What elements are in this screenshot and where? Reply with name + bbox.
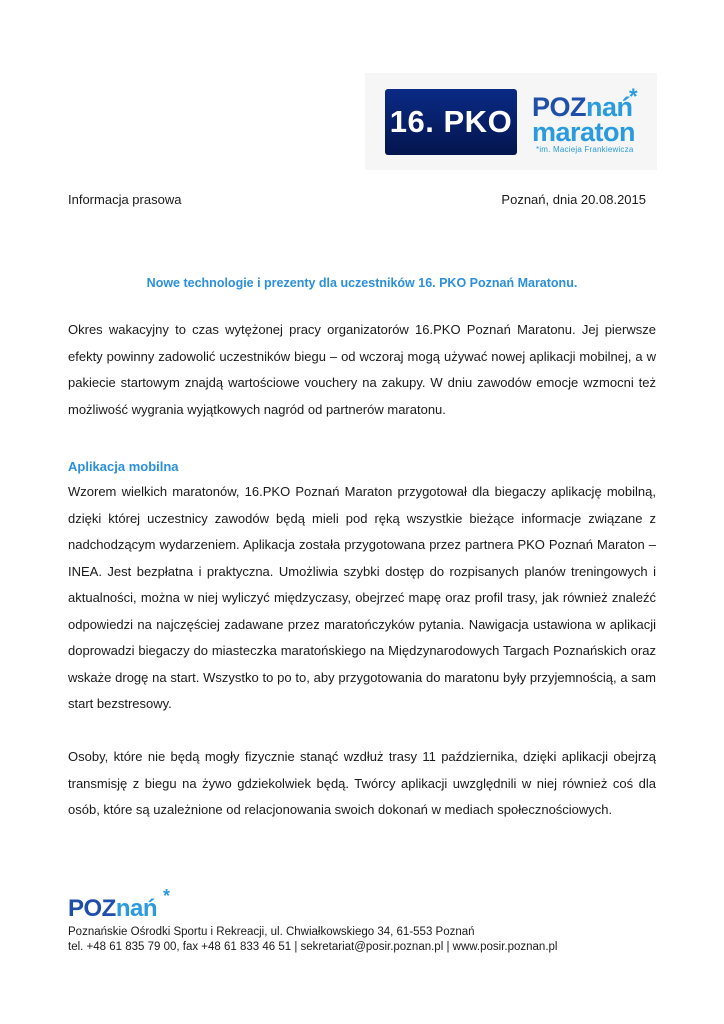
footer-logo: POZnań <box>68 895 158 922</box>
paragraph-intro: Okres wakacyjny to czas wytężonej pracy organizatorów 16.PKO Poznań Maratonu. Jej pierwsze efekty powinny zadowolić uczestników biegu – od wczoraj mogą używać nowej aplikacji mobilnej, a w pakiecie startowym znajdą wartościowe vouchery na zakupy. W dniu zawodów emocje wzmocni też możliwość wygrania wyjątkowych nagród od partnerów maratonu. <box>68 322 656 417</box>
footer-address: Poznańskie Ośrodki Sportu i Rekreacji, ul. Chwiałkowskiego 34, 61-553 Poznań <box>68 926 475 938</box>
section-heading: Aplikacja mobilna <box>68 459 179 474</box>
maraton-logo-word: maraton <box>532 117 636 147</box>
paragraph-app: Wzorem wielkich maratonów, 16.PKO Poznań Maraton przygotował dla biegaczy aplikację mobilną, dzięki której uczestnicy zawodów będą mieli pod ręką wszystkie bieżące informacje związane z nadchodzącym wydarzeniem. Aplikacja została przygotowana przez partnera PKO Poznań Maraton – INEA. Jest bezpłatna i praktyczna. Umożliwia szybki dostęp do rozpisanych planów treningowych i aktualności, można w niej wyliczyć międzyczasy, obejrzeć mapę oraz profil trasy, jak również znaleźć odpowiedzi na najczęściej zadawane przez maratończyków pytania. Nawigacja ustawiona w aplikacji doprowadzi biegaczy do miasteczka maratońskiego na Międzynarodowych Targach Poznańskich oraz wskaże drogę na start. Wszystko to po to, aby przygotowania do maratonu były przyjemnością, a sam start bezstresowy. <box>68 484 656 711</box>
logo-subtitle: *im. Macieja Frankiewicza <box>536 145 634 154</box>
paragraph-stream: Osoby, które nie będą mogły fizycznie stanąć wzdłuż trasy 11 października, dzięki aplikacji obejrzą transmisję z biegu na żywo gdziekolwiek będą. Twórcy aplikacji uwzględnili w niej również coś dla osób, które są uzależnione od relacjonowania swoich dokonań w mediach społecznościowych. <box>68 749 656 817</box>
poznan-logo-word: POZnań <box>532 92 633 122</box>
footer-star-icon: * <box>163 886 171 906</box>
footer-contact: tel. +48 61 835 79 00, fax +48 61 833 46 51 | sekretariat@posir.poznan.pl | www.posir.poznan.pl <box>68 941 558 953</box>
place-date: Poznań, dnia 20.08.2015 <box>501 192 646 207</box>
press-release-label: Informacja prasowa <box>68 192 182 207</box>
star-icon: * <box>629 84 638 109</box>
pko-logo-block <box>385 89 517 155</box>
pko-logo-text: 16. PKO <box>389 104 513 139</box>
document-title: Nowe technologie i prezenty dla uczestników 16. PKO Poznań Maratonu. <box>146 276 578 290</box>
